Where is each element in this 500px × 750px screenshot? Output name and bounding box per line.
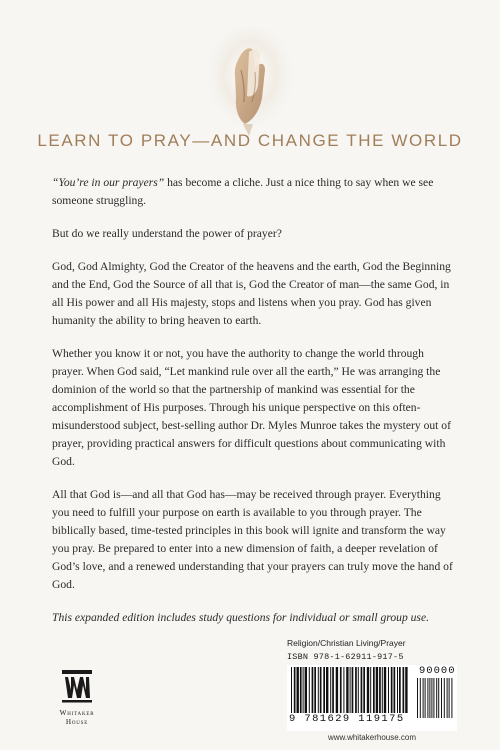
barcode-bar (397, 667, 398, 713)
quote-text: “You’re in our prayers” (52, 176, 165, 189)
headline: LEARN TO PRAY—AND CHANGE THE WORLD (37, 131, 463, 150)
barcode-bar (363, 667, 365, 713)
barcode-bar (367, 667, 369, 713)
barcode-bar (370, 667, 371, 713)
paragraph-2: But do we really understand the power of prayer? (52, 227, 282, 240)
barcode-bar (355, 667, 357, 713)
paragraph-1 (52, 174, 456, 210)
barcode-bar (433, 678, 434, 718)
barcode-bar (449, 678, 450, 718)
publisher-name-line-2: House (65, 718, 89, 726)
barcode-bar (438, 678, 439, 718)
barcode-bar (323, 667, 325, 713)
barcode-bar (350, 667, 351, 713)
isbn-label: ISBN 978-1-62911-917-5 (287, 652, 404, 662)
ean-barcode (291, 667, 411, 713)
paragraph-5: All that God is—and all that God has—may be received through prayer. Everything you need to fulfill your purpose on earth is available to you through prayer. The biblically based, time-tested principles in this book will ignite and transform the way you pray. Be prepared to enter into a new dimension of faith, a deeper revelation of God’s love, and a renewed understanding that your prayers can truly move the hand of God. (52, 488, 453, 591)
barcode-bar (332, 667, 334, 713)
barcode-bar (436, 678, 437, 718)
barcode-bar (427, 678, 428, 718)
barcode-bar (384, 667, 386, 713)
barcode-bar (294, 667, 296, 713)
barcode-bar (343, 667, 344, 713)
barcode-bar (346, 667, 348, 713)
barcode-bar (320, 667, 322, 713)
barcode-bar (303, 667, 304, 713)
barcode-bar (405, 667, 407, 713)
barcode-bar (423, 678, 424, 718)
barcode-bar (403, 667, 405, 713)
barcode-bar (291, 667, 292, 713)
description (52, 174, 456, 642)
barcode-bar (388, 667, 389, 713)
barcode-bar (399, 667, 401, 713)
barcode-bar (425, 678, 426, 718)
barcode-bar (382, 667, 383, 713)
barcode-bar (441, 678, 442, 718)
price-code: 90000 (419, 665, 456, 677)
barcode-bar (447, 678, 448, 718)
barcode-bar (309, 667, 310, 713)
edition-note: This expanded edition includes study questions for individual or small group use. (52, 611, 429, 624)
barcode-bar (431, 678, 432, 718)
publisher-logo (47, 668, 107, 738)
barcode-bar (444, 678, 445, 718)
publisher-emblem-icon (62, 668, 92, 704)
category-label: Religion/Christian Living/Prayer (287, 638, 406, 648)
paragraph-3: God, God Almighty, God the Creator of the heavens and the earth, God the Beginning and the End, God the Source of all that is, God the Creator of man—the same God, in all His power and all His majesty, stops and listens when you pray. God has given humanity the ability to bring heaven to earth. (52, 260, 451, 327)
barcode-bar (336, 667, 338, 713)
publisher-name-line-1: Whitaker (59, 709, 95, 717)
barcode-bar (391, 667, 393, 713)
barcode-bar (297, 667, 299, 713)
barcode-bar (352, 667, 354, 713)
paragraph-1-text: has become a cliche. Just a nice thing to say when we see someone struggling. (52, 176, 434, 207)
barcode-bar (340, 667, 342, 713)
barcode-bar (361, 667, 363, 713)
barcode-bar (373, 667, 375, 713)
barcode-bar (376, 667, 378, 713)
barcode-bar (394, 667, 396, 713)
barcode-bar (420, 678, 421, 718)
barcode-bar (358, 667, 359, 713)
barcode-panel (287, 665, 457, 731)
barcode-bar (451, 678, 452, 718)
barcode-bar (330, 667, 331, 713)
barcode-bar (429, 678, 430, 718)
barcode-bar (300, 667, 302, 713)
barcode-bar (326, 667, 328, 713)
barcode-bar (312, 667, 314, 713)
barcode-bar (379, 667, 381, 713)
barcode-bar (318, 667, 319, 713)
praying-hands-image (205, 28, 295, 138)
supplement-barcode (417, 678, 455, 718)
paragraph-4: Whether you know it or not, you have the authority to change the world through prayer. When God said, “Let mankind rule over all the earth,” He was arranging the dominion of the world so that the partnership of mankind was essential for the accomplishment of His purposes. Through his unique perspective on this often-misunderstood subject, best-selling author Dr. Myles Munroe takes the mystery out of prayer, providing practical answers for difficult questions about communicating with God. (52, 347, 451, 468)
barcode-bar (417, 678, 418, 718)
barcode-block (287, 638, 457, 742)
barcode-bar (305, 667, 307, 713)
barcode-digits: 9 781629 119175 (289, 713, 405, 725)
barcode-bar (314, 667, 316, 713)
publisher-url: www.whitakerhouse.com (327, 733, 417, 742)
